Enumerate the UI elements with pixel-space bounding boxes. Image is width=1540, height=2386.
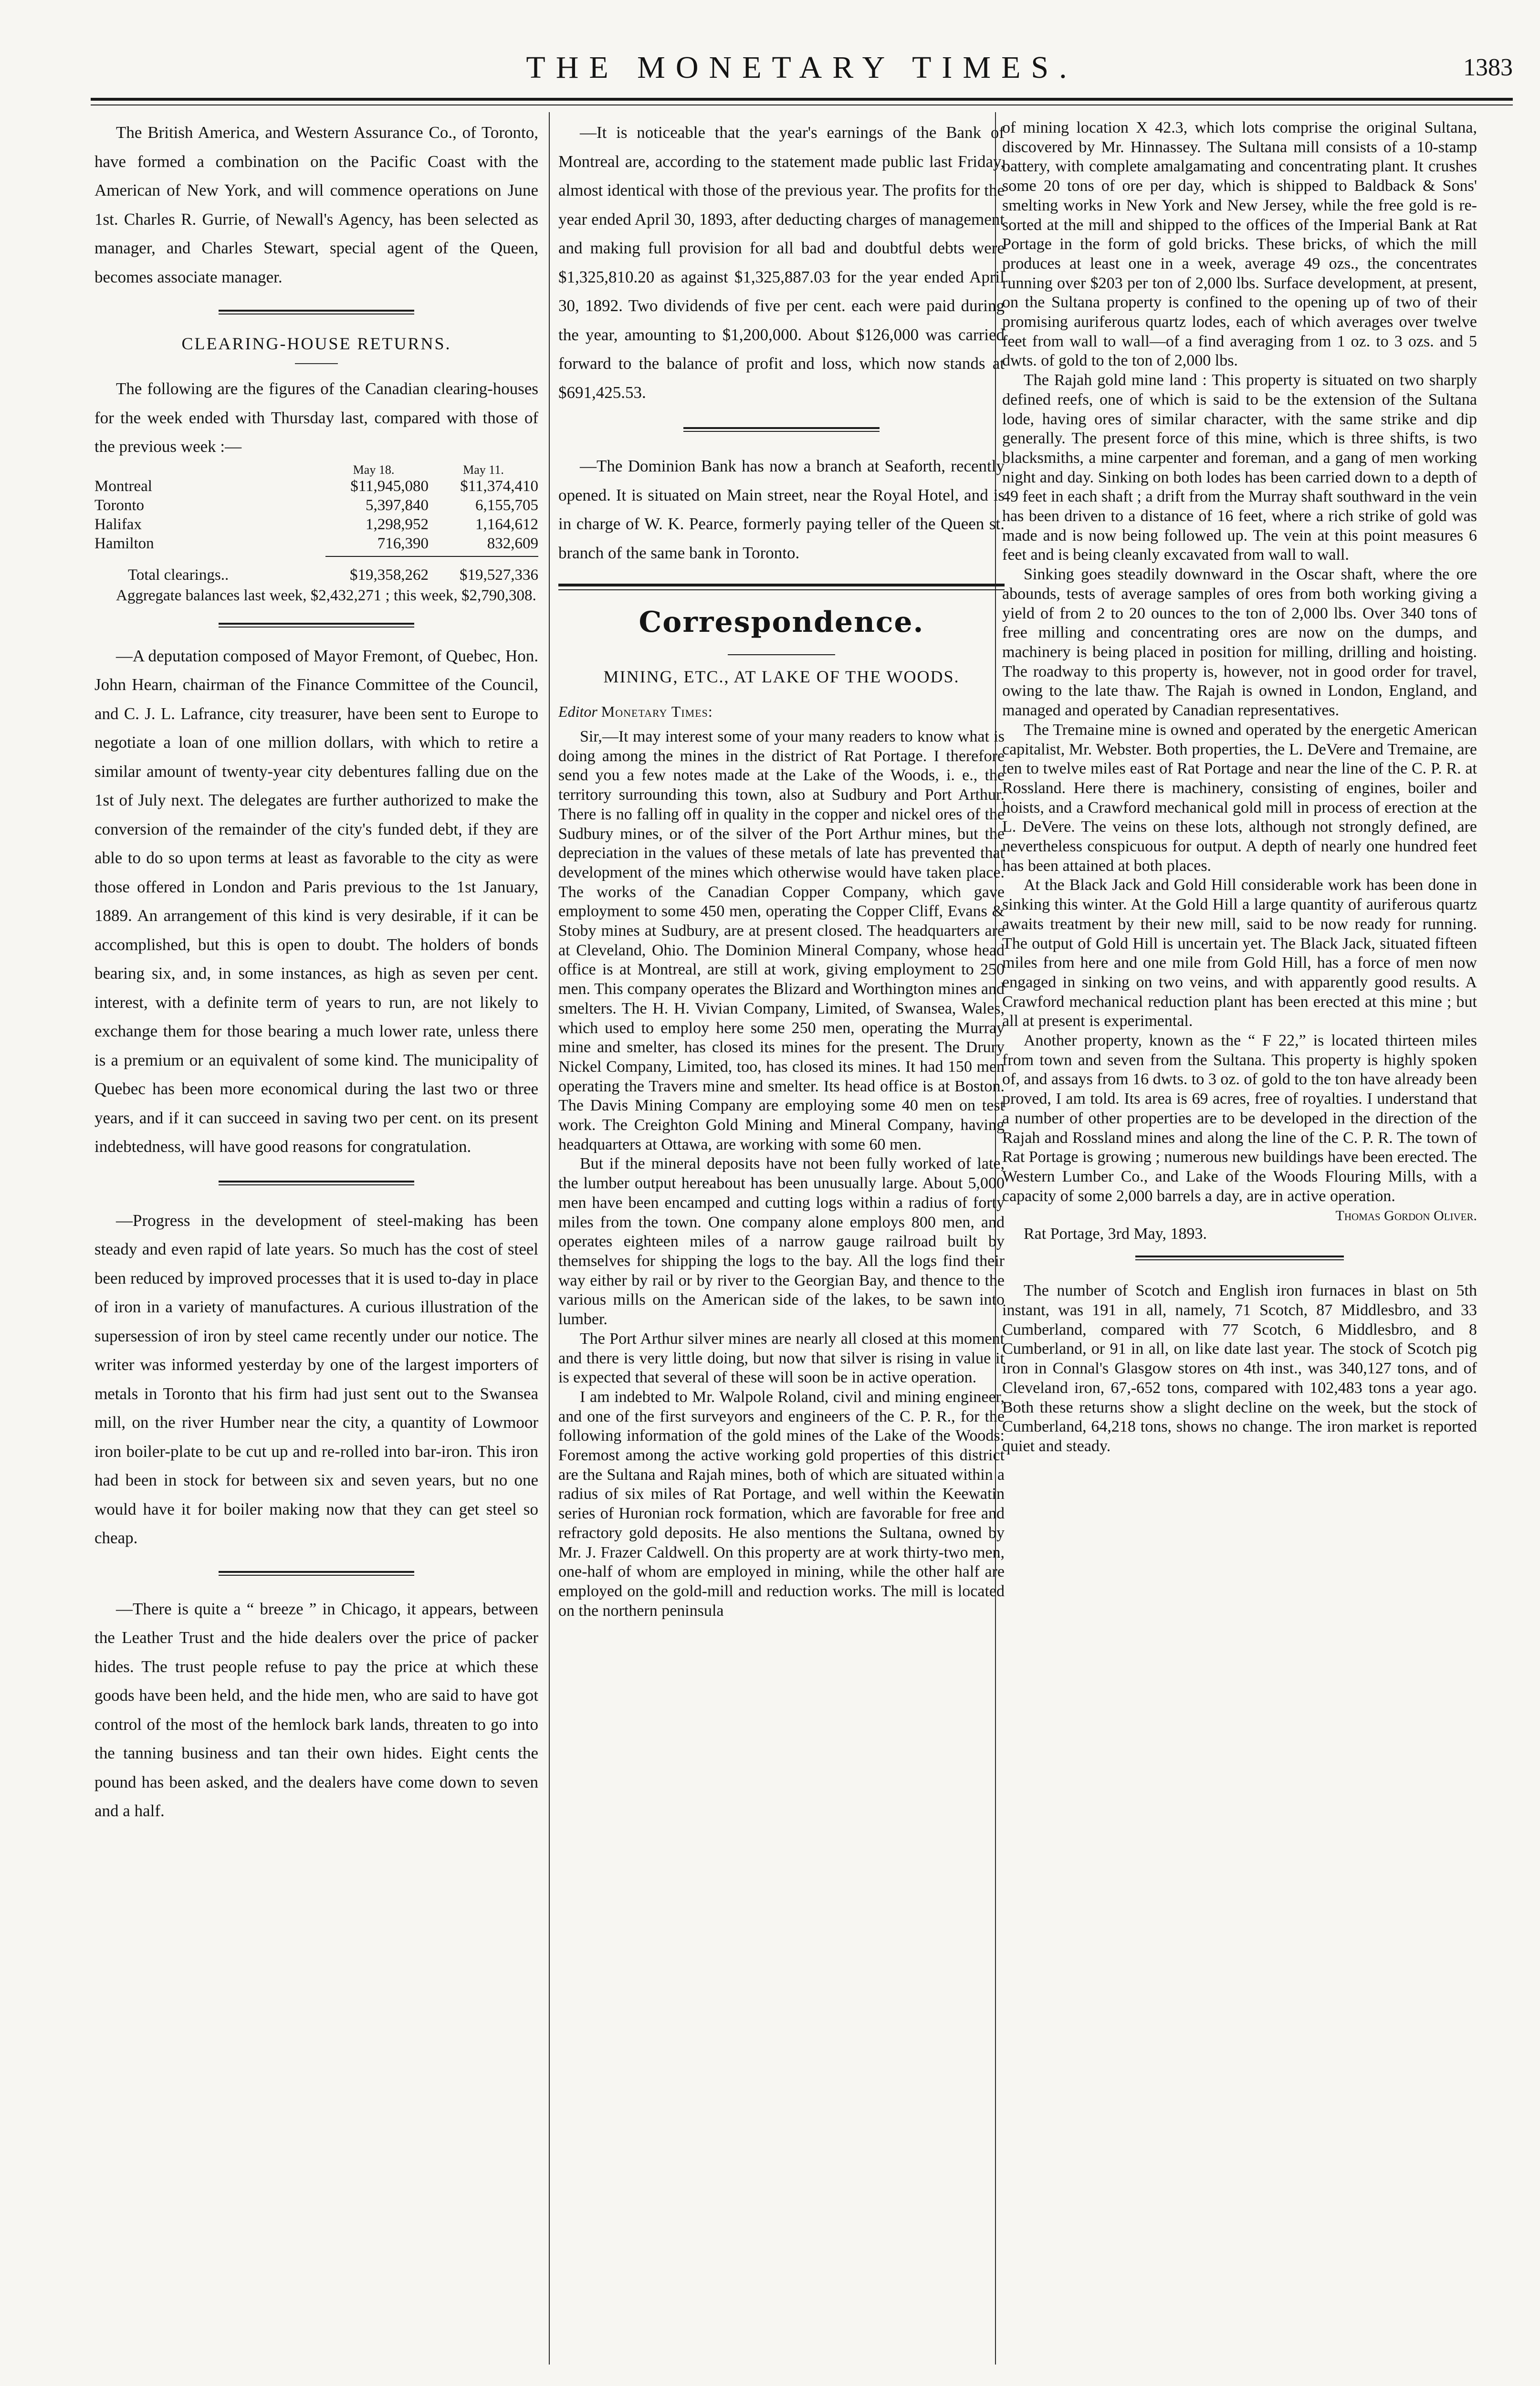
letter-paragraph: I am indebted to Mr. Walpole Roland, civil and mining engineer, and one of the first surveyors and engineers of the C. P. R., for the following information of the gold mines of the Lake of the Woods: Foremost among the active working gold properties of this district are the Sultana and Rajah mines, both of which are situated within a radius of six miles of Rat Portage, and well within the Keewatin series of Huronian rock formation, which are favorable for free and refractory gold deposits. He also mentions the Sultana, owned by Mr. J. Frazer Caldwell. On this property are at work thirty-two men, one-half of whom are employed in mining, while the other half are employed on the gold-mill and reduction works. The mill is located on the northern peninsula [558, 1388, 1005, 1620]
letter-salutation [558, 703, 1005, 721]
value-may11: 1,164,612 [475, 515, 538, 533]
column-1 [94, 118, 538, 2356]
heading-rule [728, 654, 835, 655]
rajah-paragraph: The Rajah gold mine land : This property is situated on two sharply defined reefs, one of which is said to be the extension of the Sultana lode, having ores of similar character, with the same strike and dip generally. The present force of this mine, which is three shifts, is two blacksmiths, a mine carpenter and foreman, and a gang of men working night and day. Sinking on both lodes has been carried down to a depth of 49 feet in each shaft ; a drift from the Murray shaft southward in the vein has been driven to a distance of 16 feet, where a rich strike of gold was made and is now being followed up. The vein at this point measures 6 feet and is being cleanly excavated from wall to wall. [1002, 371, 1477, 564]
clearing-house-intro: The following are the figures of the Canadian clearing-houses for the week ended with Thursday last, compared with those of the previous week :— [94, 379, 538, 456]
value-may18: $11,945,080 [350, 477, 429, 495]
dominion-bank-article: —The Dominion Bank has now a branch at Seaforth, recently opened. It is situated on Main street, near the Royal Hotel, and is in charge of W. K. Pearce, formerly paying teller of the Queen st. branch of the same bank in Toronto. [558, 457, 1005, 562]
letter-continuation: of mining location X 42.3, which lots comprise the original Sultana, discovered by Mr. Hinnassey. The Sultana mill consists of a 10-stamp battery, with complete amalgamating and concentrating plant. It crushes some 20 tons of ore per day, which is shipped to Baldback & Sons' smelting works in New York and New Jersey, while the free gold is re-sorted at the mill and shipped to the offices of the Imperial Bank at Rat Portage in the form of gold bricks. These bricks, of which the mill produces at least one in a week, average 49 ozs., the concentrates running over $203 per ton of 2,000 lbs. Surface development, at present, on the Sultana property is confined to the opening up of two of their promising auriferous quartz lodes, each of which averages over twelve feet from wall to wall—of a find averaging from 1 oz. to 3 ozs. and 5 dwts. of gold to the ton of 2,000 lbs. [1002, 119, 1477, 370]
f22-paragraph: Another property, known as the “ F 22,” is located thirteen miles from town and seven from the Sultana. This property is highly spoken of, and assays from 16 dwts. to 3 oz. of gold to the ton have already been proved, I am told. Its area is 69 acres, free of royalties. I understand that a number of other properties are to be developed in the direction of the Rajah and Rossland mines and along the line of the C. P. R. The town of Rat Portage is growing ; numerous new buildings have been erected. The Western Lumber Co., and Lake of the Woods Flouring Mills, with a capacity of some 2,000 barrels a day, are in active operation. [1002, 1032, 1477, 1205]
city-name: Hamilton [94, 534, 154, 552]
city-name: Montreal [94, 477, 152, 495]
page-number: 1383 [1463, 54, 1513, 81]
value-may18: 1,298,952 [366, 515, 429, 533]
editor-label: Editor [558, 703, 597, 720]
column-3 [1002, 118, 1477, 2361]
value-may18: 716,390 [377, 534, 429, 552]
article-separator [94, 1566, 538, 1580]
column-header-may11: May 11. [463, 462, 504, 477]
letter-dateline: Rat Portage, 3rd May, 1893. [1024, 1225, 1207, 1243]
city-name: Toronto [94, 496, 145, 514]
article-separator [94, 305, 538, 319]
column-2 [558, 118, 1005, 2361]
value-may11: $11,374,410 [460, 477, 538, 495]
total-may11: $19,527,336 [460, 566, 538, 584]
article-separator [1002, 1251, 1477, 1265]
section-rule [558, 578, 1005, 597]
letter-paragraph: The Port Arthur silver mines are nearly all closed at this moment and there is very little doing, but now that silver is rising in value it is expected that several of these will soon be in active operation. [558, 1329, 1005, 1387]
oscar-shaft-paragraph: Sinking goes steadily downward in the Oscar shaft, where the ore abounds, tests of average samples of ores from both working giving a yield of from 2 to 20 ounces to the ton of 2,000 lbs. Over 340 tons of free milling and concentrating ores are now on the dumps, and machinery is being placed in position for milling, drilling and hoisting. The roadway to this property is, however, not in good order for travel, owing to the late thaw. The Rajah is owned in London, England, and managed and operated by Canadian representatives. [1002, 565, 1477, 720]
table-row [94, 477, 538, 496]
letter-paragraph: Sir,—It may interest some of your many readers to know what is doing among the mines in the district of Rat Portage. I therefore send you a few notes made at the Lake of the Woods, i. e., the territory surrounding this town, also at Sudbury and Port Arthur. There is no falling off in quality in the copper and nickel ores of the Sudbury mines, or of the silver of the Port Arthur mines, but the depreciation in the values of these metals of late has prevented that development of the mines which otherwise would have taken place. The works of the Canadian Copper Company, which gave employment to some 450 men, operating the Copper Cliff, Evans & Stoby mines at Sudbury, are at present closed. The headquarters are at Cleveland, Ohio. The Dominion Mineral Company, whose head office is at Montreal, are still at work, giving employment to 250 men. This company operates the Blizard and Worthington mines and smelters. The H. H. Vivian Company, Limited, of Swansea, Wales, which used to employ here some 250 men, operating the Murray mine and smelter, has closed its mines for the present. The Drury Nickel Company, Limited, too, has closed its mines. It had 150 men operating the Travers mine and smelter. Its head office is at Boston. The Davis Mining Company are employing some 40 men on test work. The Creighton Gold Mining and Mineral Company, having headquarters at Ottawa, are working with some 60 men. [558, 728, 1005, 1153]
correspondence-heading: Correspondence. [639, 606, 924, 639]
column-header-may18: May 18. [353, 462, 395, 477]
value-may11: 832,609 [487, 534, 538, 552]
letter-paragraph: But if the mineral deposits have not been fully worked of late, the lumber output hereabout has been unusually large. About 5,000 men have been encamped and cutting logs within a radius of forty miles from the town. One company alone employs 800 men, and operates eighteen miles of a narrow gauge railroad built by themselves for shipping the logs to the bay. All the logs find their way either by rail or by river to the Georgian Bay, and thence to the various mills on the American side of the lakes, to be sawn into lumber. [558, 1155, 1005, 1329]
publication-title: THE MONETARY TIMES. [526, 50, 1078, 85]
total-may18: $19,358,262 [350, 566, 429, 584]
bank-of-montreal-article: —It is noticeable that the year's earnings of the Bank of Montreal are, according to the statement made public last Friday, almost identical with those of the previous year. The profits for the year ended April 30, 1893, after deducting charges of management and making full provision for all bad and doubtful debts were $1,325,810.20 as against $1,325,887.03 for the year ended April 30, 1892. Two dividends of five per cent. each were paid during the year, amounting to $1,200,000. About $126,000 was carried forward to the balance of profit and loss, which now stands at $691,425.53. [558, 123, 1005, 402]
value-may11: 6,155,705 [475, 496, 538, 514]
total-label: Total clearings.. [128, 566, 229, 584]
editor-name: Monetary Times: [601, 703, 713, 720]
steel-article: —Progress in the development of steel-making has been steady and even rapid of late years. So much has the cost of steel been reduced by improved processes that it is used to-day in place of iron in a variety of manufactures. A curious illustration of the supersession of iron by steel came recently under our notice. The writer was informed yesterday by one of the largest importers of metals in Toronto that his firm had just sent out to the Swansea mill, on the river Humber near the city, a quantity of Lowmoor iron boiler-plate to be cut up and re-rolled into bar-iron. This iron had been in stock for between six and seven years, but no one would have it for boiler making now that they can get steel so cheap. [94, 1211, 538, 1547]
article-separator [558, 422, 1005, 437]
masthead-rule [91, 98, 1513, 101]
value-may18: 5,397,840 [366, 496, 429, 514]
article-separator [94, 618, 538, 632]
letter-signature: Thomas Gordon Oliver. [1335, 1208, 1477, 1224]
iron-furnaces-article: The number of Scotch and English iron furnaces in blast on 5th instant, was 191 in all, namely, 71 Scotch, 87 Middlesbro, and 33 Cumberland, compared with 77 Scotch, 6 Middlesbro, and 8 Cumberland, or 91 in all, on like date last year. The stock of Scotch pig iron in Connal's Glasgow stores on 4th inst., was 340,127 tons, and of Cleveland iron, 67,-652 tons, compared with 102,483 tons a year ago. Both these returns show a slight decline on the week, but the stock of Cumberland, 64,218 tons, shows no change. The iron market is reported quiet and steady. [1002, 1282, 1477, 1455]
deputation-article: —A deputation composed of Mayor Fremont, of Quebec, Hon. John Hearn, chairman of the Finance Committee of the Council, and C. J. L. Lafrance, city treasurer, have been sent to Europe to negotiate a loan of one million dollars, with which to retire a similar amount of twenty-year city debentures falling due on the 1st of July next. The delegates are further authorized to make the conversion of the remainder of the city's funded debt, if they are able to do so upon terms at least as favorable to the city as were those offered in London and Paris previous to the 1st January, 1889. An arrangement of this kind is very desirable, if it can be accomplished, but this is open to doubt. The holders of bonds bearing six, and, in some instances, as high as seven per cent. interest, with a definite term of years to run, are not likely to exchange them for those bearing a much lower rate, unless there is a premium or an equivalent of some kind. The municipality of Quebec has been more economical during the last two or three years, and if it can succeed in saving two per cent. on its present indebtedness, will have good reasons for congratulation. [94, 646, 538, 1156]
clearing-house-heading: CLEARING-HOUSE RETURNS. [181, 334, 451, 353]
article-separator [94, 1176, 538, 1190]
table-total-row [94, 566, 538, 584]
table-row [94, 534, 538, 553]
british-america-article: The British America, and Western Assurance Co., of Toronto, have formed a combination on the Pacific Coast with the American of New York, and will commence operations on June 1st. Charles R. Gurrie, of Newall's Agency, has been selected as manager, and Charles Stewart, special agent of the Queen, becomes associate manager. [94, 123, 538, 286]
breeze-article: —There is quite a “ breeze ” in Chicago, it appears, between the Leather Trust and the hide dealers over the price of packer hides. The trust people refuse to pay the price at which these goods have been held, and the hide men, who are said to have got control of the most of the hemlock bark lands, threaten to go into the tanning business and tan their own hides. Eight cents the pound has been asked, and the dealers have come down to seven and a half. [94, 1599, 538, 1820]
table-header-row [94, 463, 538, 477]
heading-dash [295, 363, 338, 364]
column-divider-1 [549, 112, 550, 2365]
black-jack-paragraph: At the Black Jack and Gold Hill considerable work has been done in sinking this winter. At the Gold Hill a large quantity of auriferous quartz awaits treatment by their new mill, said to be now ready for running. The output of Gold Hill is uncertain yet. The Black Jack, situated fifteen miles from here and one mile from Gold Hill, has a force of men now engaged in sinking on two veins, and with apparently good results. A Crawford mechanical reduction plant has been erected at this mine ; but all at present is experimental. [1002, 876, 1477, 1030]
tremaine-paragraph: The Tremaine mine is owned and operated by the energetic American capitalist, Mr. Webster. Both properties, the L. DeVere and Tremaine, are ten to twelve miles east of Rat Portage and near the line of the C. P. R. at Rossland. Here there is machinery, consisting of engines, boiler and hoists, and a Crawford mechanical gold mill in process of erection at the L. DeVere. The veins on these lots, although not strongly defined, are nevertheless conspicuous for output. A depth of nearly one hundred feet has been attained at both places. [1002, 721, 1477, 875]
masthead [91, 48, 1513, 100]
mining-letter-heading: MINING, ETC., AT LAKE OF THE WOODS. [603, 667, 960, 686]
table-row [94, 515, 538, 534]
table-row [94, 496, 538, 515]
aggregate-balances: Aggregate balances last week, $2,432,271 ; this week, $2,790,308. [116, 586, 536, 604]
clearing-house-table [94, 463, 538, 584]
table-total-rule [325, 556, 538, 557]
city-name: Halifax [94, 515, 142, 533]
